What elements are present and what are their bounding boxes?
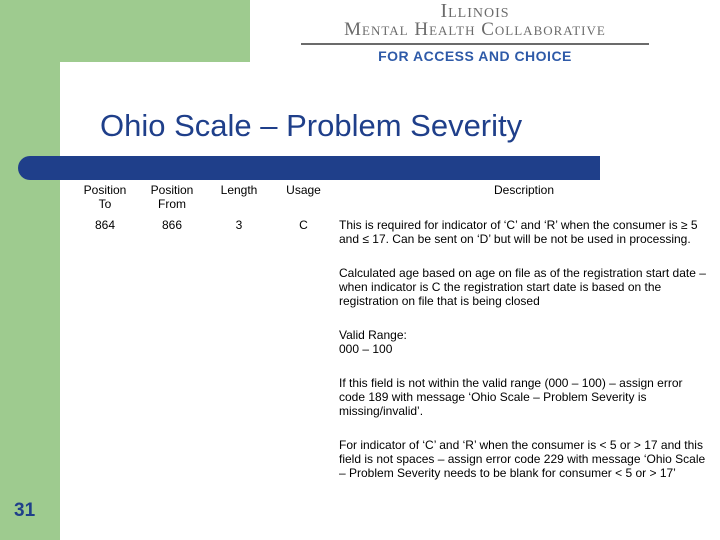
logo-tagline: FOR ACCESS AND CHOICE	[378, 48, 572, 64]
logo-line-1: Illinois	[440, 0, 510, 22]
left-accent-band	[0, 0, 60, 540]
header-usage: Usage	[286, 183, 321, 197]
top-accent-band	[0, 0, 250, 62]
slide-title: Ohio Scale – Problem Severity	[100, 108, 523, 143]
field-spec-table	[72, 182, 713, 481]
description-paragraph-4: If this field is not within the valid range (000 – 100) – assign error code 189 with message ‘Ohio Scale – Problem Severity is missing/invalid’.	[339, 376, 683, 418]
table-row	[72, 217, 713, 481]
header-description: Description	[493, 183, 555, 197]
cell-position-to: 864	[94, 218, 116, 232]
header-position-from: Position From	[150, 183, 194, 211]
description-paragraph-3: Valid Range: 000 – 100	[339, 328, 407, 356]
slide-number: 31	[14, 500, 36, 521]
description-paragraph-2: Calculated age based on age on file as of the registration start date – when indicator is C the registration start date is based on the registration on file that is being closed	[339, 266, 706, 308]
title-underline-bar	[18, 156, 600, 180]
logo-line-2: Mental Health Collaborative	[344, 19, 606, 40]
header-length: Length	[220, 183, 258, 197]
cell-description	[335, 217, 713, 481]
table-header-row	[72, 182, 713, 217]
header-position-to: Position To	[83, 183, 127, 211]
cell-length: 3	[235, 218, 243, 232]
description-paragraph-5: For indicator of ‘C’ and ‘R’ when the consumer is < 5 or > 17 and this field is not spaces – assign error code 229 with message ‘Ohio Scale – Problem Severity needs to be blank for consumer < 5 or > 17’	[339, 438, 706, 480]
logo-rule	[301, 43, 649, 45]
cell-position-from: 866	[161, 218, 183, 232]
cell-usage: C	[299, 218, 308, 232]
organization-logo	[295, 0, 655, 64]
description-paragraph-1: This is required for indicator of ‘C’ and ‘R’ when the consumer is ≥ 5 and ≤ 17. Can be sent on ‘D’ but will be not be used in processing.	[339, 218, 698, 246]
